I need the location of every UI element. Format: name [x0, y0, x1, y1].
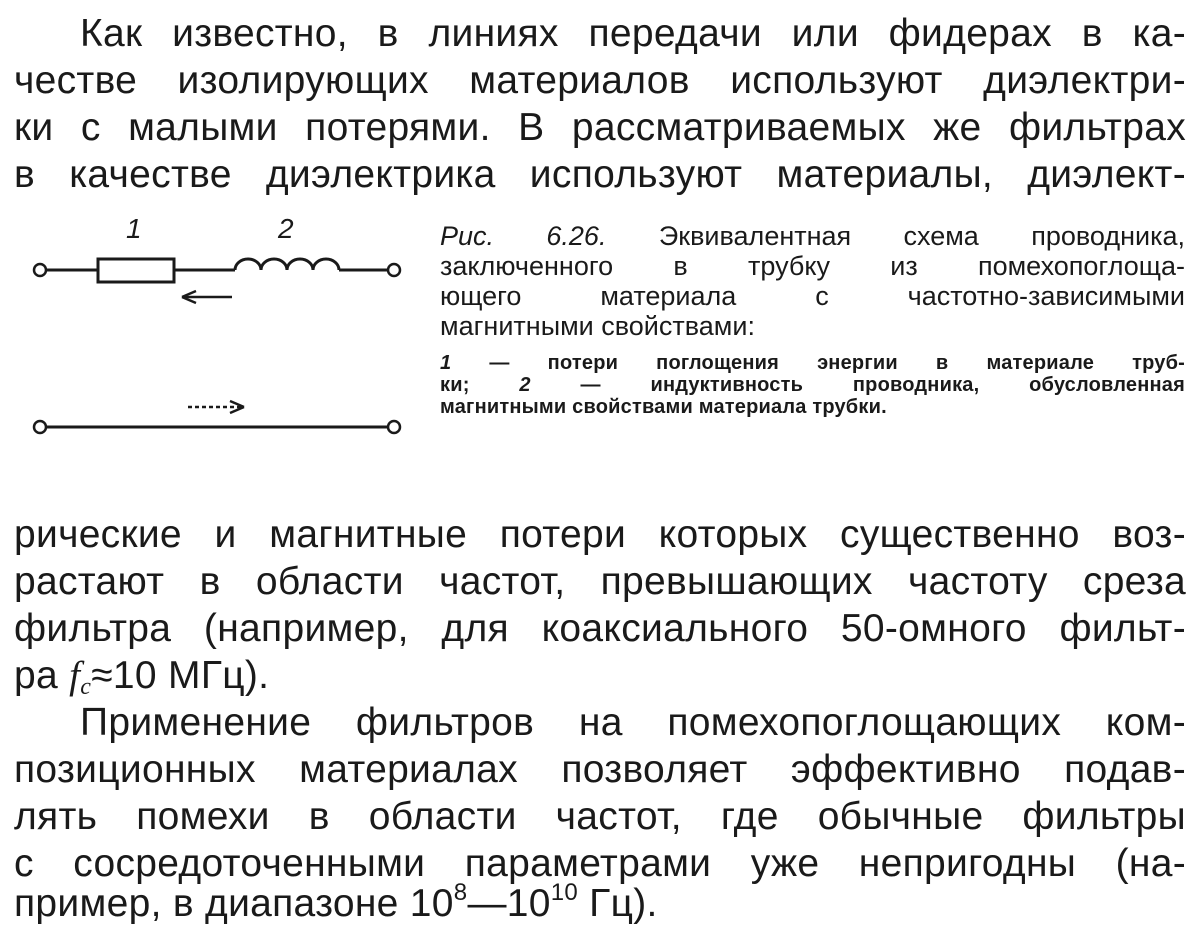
terminal-bottom-left [34, 421, 46, 433]
text-line: честве изолирующих материалов используют диэлектри- [14, 59, 1186, 102]
legend-line: магнитными свойствами материала трубки. [440, 396, 887, 418]
terminal-top-left [34, 264, 46, 276]
caption-line: заключенного в трубку из помехопоглоща- [440, 251, 1185, 281]
text-line: фильтра (например, для коаксиального 50-омного фильт- [14, 607, 1186, 650]
text-line: ра $f_c\approx 10$ МГц). [14, 654, 270, 700]
text-line: растают в области частот, превышающих частоту среза [14, 560, 1186, 603]
caption-line: Рис. 6.26. Эквивалентная схема проводника, [440, 221, 1185, 251]
text-line: ки с малыми потерями. В рассматриваемых же фильтрах [14, 106, 1186, 149]
legend-line: 1 — потери поглощения энергии в материале труб- [440, 352, 1186, 374]
text-line: лять помехи в области частот, где обычные фильтры [14, 795, 1186, 838]
text-line: пример, в диапазоне $10^8—10^{10}$ Гц). [14, 879, 658, 925]
caption-line: ющего материала с частотно-зависимыми [440, 281, 1185, 311]
caption-line: магнитными свойствами: [440, 311, 755, 341]
label-1: 1 [126, 213, 142, 244]
terminal-bottom-right [388, 421, 400, 433]
terminal-top-right [388, 264, 400, 276]
text-line: с сосредоточенными параметрами уже непригодны (на- [14, 842, 1186, 885]
text-line: в качестве диэлектрика используют материалы, диэлект- [14, 153, 1186, 196]
legend-line: ки; 2 — индуктивность проводника, обусловленная [440, 374, 1185, 396]
label-2: 2 [278, 213, 294, 244]
text-line: Применение фильтров на помехопоглощающих ком- [80, 701, 1186, 744]
text-line: Как известно, в линиях передачи или фидерах в ка- [80, 12, 1186, 55]
figure-number: Рис. 6.26. [440, 221, 607, 251]
formula-fc: $f_c$ [69, 654, 92, 700]
equivalent-circuit-diagram [20, 205, 420, 455]
text-line: рические и магнитные потери которых существенно воз- [14, 513, 1186, 556]
circuit-figure [20, 205, 420, 455]
resistor-symbol [98, 259, 174, 282]
figure-caption [440, 222, 1185, 418]
text-line: позиционных материалах позволяет эффективно подав- [14, 748, 1186, 791]
inductor-symbol [235, 259, 339, 270]
